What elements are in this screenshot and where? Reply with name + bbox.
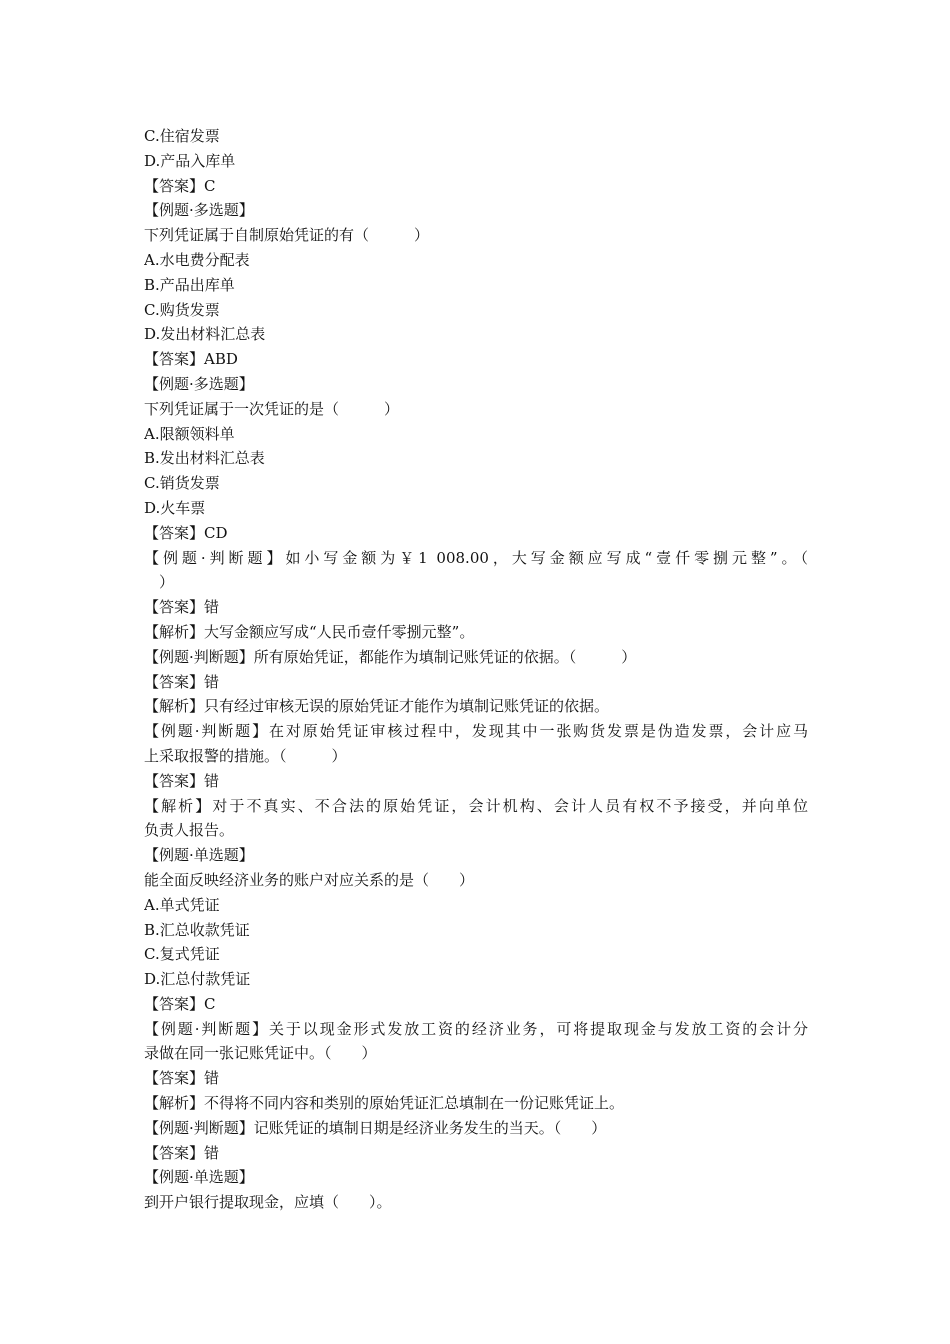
explanation-line: 【解析】对于不真实、不合法的原始凭证，会计机构、会计人员有权不予接受，并向单位 [144, 796, 808, 815]
question-stem: 【例题·判断题】所有原始凭证，都能作为填制记账凭证的依据。（ ） [144, 647, 637, 666]
option-b: B.产品出库单 [144, 275, 235, 294]
option-d: D.火车票 [144, 498, 206, 517]
answer-line: 【答案】C [144, 176, 216, 195]
question-stem: 【例题·判断题】如小写金额为￥1 008.00，大写金额应写成“壹仟零捌元整”。（ [144, 548, 808, 567]
answer-line: 【答案】错 [144, 1143, 220, 1162]
answer-line: 【答案】错 [144, 598, 220, 617]
option-c: C.销货发票 [144, 474, 220, 493]
option-b: B.发出材料汇总表 [144, 449, 265, 468]
question-type-heading: 【例题·多选题】 [144, 374, 254, 393]
option-a: A.限额领料单 [144, 424, 235, 443]
option-c: C.购货发票 [144, 300, 220, 319]
option-d: D.汇总付款凭证 [144, 970, 251, 989]
option-a: A.单式凭证 [144, 895, 220, 914]
answer-line: 【答案】错 [144, 672, 220, 691]
explanation-line: 【解析】只有经过审核无误的原始凭证才能作为填制记账凭证的依据。 [144, 697, 610, 716]
option-a: A.水电费分配表 [144, 250, 250, 269]
question-stem: 下列凭证属于一次凭证的是（ ） [144, 399, 400, 418]
option-c: C.复式凭证 [144, 945, 220, 964]
answer-line: 【答案】错 [144, 771, 220, 790]
question-stem: 到开户银行提取现金，应填（ ）。 [144, 1193, 392, 1212]
option-d: D.发出材料汇总表 [144, 325, 266, 344]
option-b: B.汇总收款凭证 [144, 920, 250, 939]
answer-line: 【答案】CD [144, 523, 228, 542]
text-line: D.产品入库单 [144, 151, 236, 170]
document-page [144, 124, 808, 1215]
question-stem-continued: ） [144, 573, 175, 592]
answer-line: 【答案】ABD [144, 350, 238, 369]
question-stem: 能全面反映经济业务的账户对应关系的是（ ） [144, 870, 475, 889]
question-type-heading: 【例题·多选题】 [144, 201, 254, 220]
question-stem: 【例题·判断题】记账凭证的填制日期是经济业务发生的当天。（ ） [144, 1118, 607, 1137]
question-stem: 【例题·判断题】关于以现金形式发放工资的经济业务，可将提取现金与发放工资的会计分 [144, 1019, 808, 1038]
text-line: C.住宿发票 [144, 127, 220, 145]
answer-line: 【答案】C [144, 994, 216, 1013]
question-type-heading: 【例题·单选题】 [144, 1168, 254, 1187]
explanation-line: 【解析】大写金额应写成“人民币壹仟零捌元整”。 [144, 622, 475, 641]
question-stem: 下列凭证属于自制原始凭证的有（ ） [144, 226, 430, 245]
answer-line: 【答案】错 [144, 1069, 220, 1088]
explanation-continued: 负责人报告。 [144, 821, 235, 840]
question-type-heading: 【例题·单选题】 [144, 846, 254, 865]
question-stem-continued: 上采取报警的措施。（ ） [144, 746, 347, 765]
question-stem: 【例题·判断题】在对原始凭证审核过程中，发现其中一张购货发票是伪造发票，会计应马 [144, 722, 808, 741]
explanation-line: 【解析】不得将不同内容和类别的原始凭证汇总填制在一份记账凭证上。 [144, 1094, 625, 1113]
question-stem-continued: 录做在同一张记账凭证中。（ ） [144, 1044, 377, 1063]
